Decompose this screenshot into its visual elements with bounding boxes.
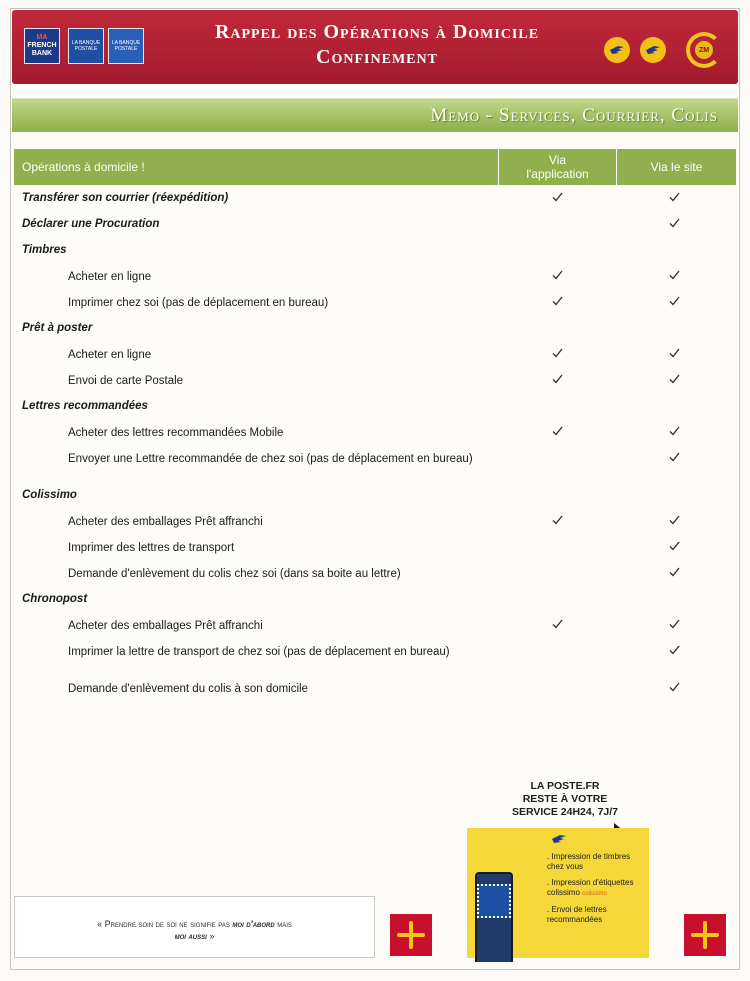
banque-postale-logo xyxy=(108,28,144,64)
logo-text: FRENCH xyxy=(27,42,57,49)
banque-postale-logo xyxy=(68,28,104,64)
category-label: Transférer son courrier (réexpédition) xyxy=(22,192,229,204)
site-checkmark-icon xyxy=(669,218,683,232)
occitan-cross-icon xyxy=(684,914,726,956)
site-checkmark-icon xyxy=(669,296,683,310)
logo-text: BANK xyxy=(31,50,53,57)
category-label: Prêt à poster xyxy=(22,322,93,334)
app-checkmark-icon xyxy=(552,270,566,284)
colissimo-brand: colissimo xyxy=(582,891,607,897)
column-header-app xyxy=(498,149,616,185)
promo-item xyxy=(547,878,647,899)
quote-text: « Prendre soin de soi ne signifie pas xyxy=(97,919,230,929)
operation-label: Imprimer la lettre de transport de chez soi (pas de déplacement en bureau) xyxy=(68,646,450,658)
ma-french-bank-logo xyxy=(24,28,60,64)
category-label: Timbres xyxy=(22,244,67,256)
promo-item: . Envoi de lettres recommandées xyxy=(547,905,607,924)
site-checkmark-icon xyxy=(669,682,683,696)
site-checkmark-icon xyxy=(669,452,683,466)
column-header-operations: Opérations à domicile ! xyxy=(22,160,145,174)
operation-label: Imprimer chez soi (pas de déplacement en bureau) xyxy=(68,297,329,309)
stamp-illustration xyxy=(477,884,511,918)
la-poste-bird-icon xyxy=(551,834,567,844)
operation-label: Envoi de carte Postale xyxy=(68,375,184,387)
site-checkmark-icon xyxy=(669,374,683,388)
operation-label: Envoyer une Lettre recommandée de chez soi (pas de déplacement en bureau) xyxy=(68,453,473,465)
column-header-app-line: l'application xyxy=(526,167,589,181)
category-label: Lettres recommandées xyxy=(22,400,148,412)
category-label: Colissimo xyxy=(22,489,77,501)
logo-text: LA BANQUE POSTALE xyxy=(111,40,141,52)
zm-logo xyxy=(686,32,722,68)
quote-box xyxy=(14,896,375,958)
site-checkmark-icon xyxy=(669,567,683,581)
app-checkmark-icon xyxy=(552,515,566,529)
operation-label: Imprimer des lettres de transport xyxy=(68,542,235,554)
operation-label: Acheter en ligne xyxy=(68,349,152,361)
promo-title-line: RESTE À VOTRE xyxy=(522,793,608,805)
quote-emphasis: moi d'abord xyxy=(232,919,275,929)
site-checkmark-icon xyxy=(669,515,683,529)
promo-card xyxy=(467,828,649,958)
logo-text: MA xyxy=(36,34,48,41)
page-title xyxy=(152,20,602,70)
category-label: Chronopost xyxy=(22,593,88,605)
occitan-cross-icon xyxy=(390,914,432,956)
site-checkmark-icon xyxy=(669,619,683,633)
column-header-site: Via le site xyxy=(616,149,736,185)
site-checkmark-icon xyxy=(669,426,683,440)
operation-label: Acheter des emballages Prêt affranchi xyxy=(68,620,263,632)
operations-table xyxy=(14,149,736,695)
site-checkmark-icon xyxy=(669,348,683,362)
app-checkmark-icon xyxy=(552,296,566,310)
memo-title: Memo - Services, Courrier, Colis xyxy=(430,105,718,126)
zm-logo-text: ZM xyxy=(695,41,713,59)
operation-label: Demande d'enlèvement du colis chez soi (dans sa boite au lettre) xyxy=(68,568,401,580)
app-checkmark-icon xyxy=(552,426,566,440)
la-poste-bird-icon xyxy=(604,37,630,63)
quote-emphasis: moi aussi xyxy=(174,931,207,941)
promo-item-text: . Impression d'étiquettes colissimo xyxy=(547,878,634,897)
promo-title xyxy=(485,780,645,819)
promo-item: . Impression de timbres chez vous xyxy=(547,852,631,871)
app-checkmark-icon xyxy=(552,374,566,388)
site-checkmark-icon xyxy=(669,192,683,206)
header-banner xyxy=(12,10,738,84)
promo-title-line: LA POSTE.FR xyxy=(530,780,600,792)
site-checkmark-icon xyxy=(669,541,683,555)
app-checkmark-icon xyxy=(552,619,566,633)
quote-text: » xyxy=(209,931,215,941)
site-checkmark-icon xyxy=(669,645,683,659)
promo-title-line: SERVICE 24H24, 7J/7 xyxy=(511,806,619,818)
table-header xyxy=(14,149,736,185)
operation-label: Acheter des lettres recommandées Mobile xyxy=(68,427,284,439)
quote-text: mais xyxy=(277,919,292,929)
memo-banner xyxy=(12,98,738,132)
promo-list xyxy=(547,852,647,931)
la-poste-bird-icon xyxy=(640,37,666,63)
site-checkmark-icon xyxy=(669,270,683,284)
operation-label: Acheter des emballages Prêt affranchi xyxy=(68,516,263,528)
logo-text: LA BANQUE POSTALE xyxy=(71,40,101,52)
app-checkmark-icon xyxy=(552,348,566,362)
operation-label: Demande d'enlèvement du colis à son domicile xyxy=(68,683,308,695)
app-checkmark-icon xyxy=(552,192,566,206)
category-label: Déclarer une Procuration xyxy=(22,218,160,230)
title-line-2: Confinement xyxy=(316,46,438,68)
title-line-1: Rappel des Opérations à Domicile xyxy=(214,21,540,43)
operation-label: Acheter en ligne xyxy=(68,271,152,283)
column-header-app-line: Via xyxy=(548,153,567,167)
